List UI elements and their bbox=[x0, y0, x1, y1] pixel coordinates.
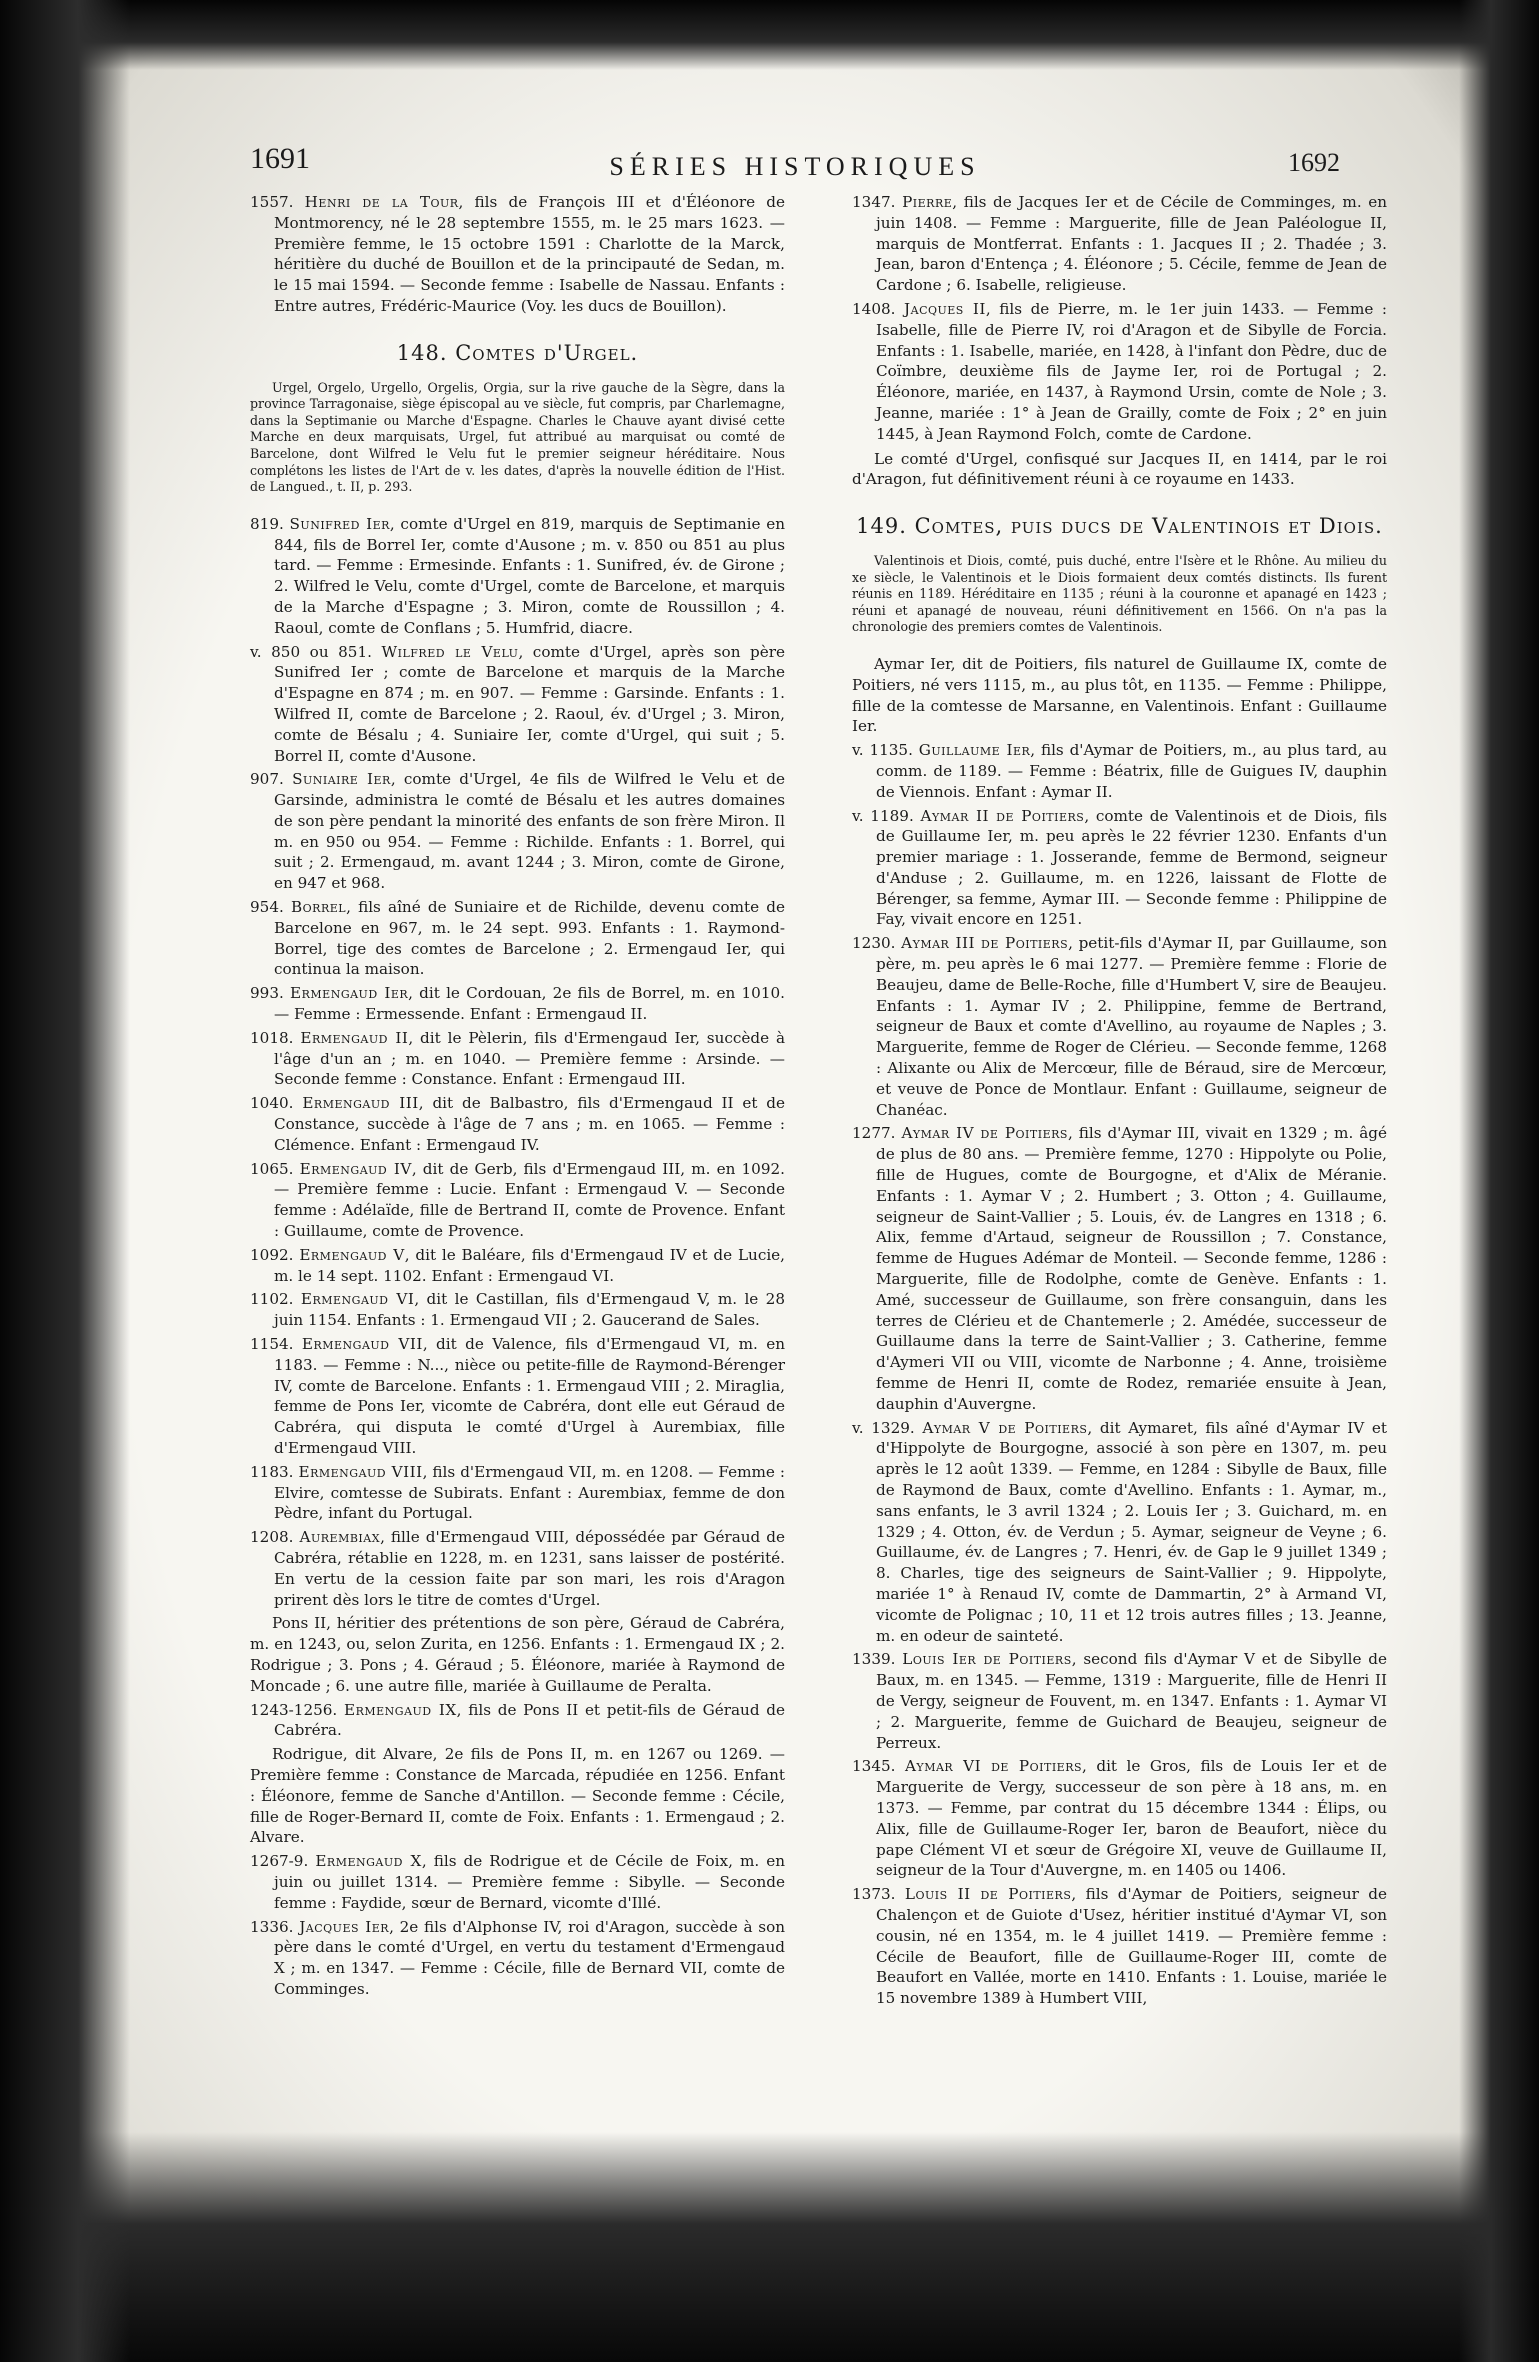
entry-1557: 1557. Henri de la Tour, fils de François III et d'Éléonore de Montmorency, né le 28 septembre 1555, m. le 25 mars 1623. — Première femme, le 15 octobre 1591 : Charlotte de la Marck, héritière du duché de Bouillon et de la principauté de Sedan, m. le 15 mai 1594. — Seconde femme : Isabelle de Nassau. Enfants : Entre autres, Frédéric-Maurice (Voy. les ducs de Bouillon). bbox=[250, 193, 786, 315]
entry-1183: 1183. Ermengaud VIII, fils d'Ermengaud VII, m. en 1208. — Femme : Elvire, comtesse de Subirats. Enfant : Aurembiax, femme de don Pèdre, infant du Portugal. bbox=[250, 1462, 786, 1523]
page-number-left: 1691 bbox=[250, 142, 310, 175]
entry-954: 954. Borrel, fils aîné de Suniaire et de Richilde, devenu comte de Barcelone en 967, m. le 24 sept. 993. Enfants : 1. Raymond-Borrel, tige des comtes de Barcelone ; 2. Ermengaud Ier, qui continua la maison. bbox=[250, 898, 786, 979]
entry-1339: 1339. Louis Ier de Poitiers, second fils d'Aymar V et de Sibylle de Baux, m. en 1345. — Femme, 1319 : Marguerite, fille de Henri II de Vergy, seigneur de Fouvent, m. en 1347. Enfants : 1. Aymar VI ; 2. Marguerite, femme de Guichard de Beaujeu, seigneur de Perreux. bbox=[852, 1650, 1387, 1752]
entry-pons-ii: Pons II, héritier des prétentions de son père, Géraud de Cabréra, m. en 1243, ou, selon Zurita, en 1256. Enfants : 1. Ermengaud IX ; 2. Rodrigue ; 3. Pons ; 4. Géraud ; 5. Éléonore, mariée à Raymond de Moncade ; 6. une autre fille, mariée à Guillaume de Peralta. bbox=[250, 1614, 785, 1695]
entry-v1329: v. 1329. Aymar V de Poitiers, dit Aymaret, fils aîné d'Aymar IV et d'Hippolyte de Bourgogne, associé à son père en 1307, m. peu après le 12 août 1339. — Femme, en 1284 : Sibylle de Baux, fille de Raymond de Baux, comte d'Avellino. Enfants : 1. Aymar, m., sans enfants, le 3 avril 1324 ; 2. Louis Ier ; 3. Guichard, m. en 1329 ; 4. Otton, év. de Verdun ; 5. Aymar, seigneur de Veyne ; 6. Guillaume, év. de Langres ; 7. Henri, év. de Gap le 9 juillet 1349 ; 8. Charles, tige des seigneurs de Saint-Vallier ; 9. Hippolyte, mariée 1° à Renaud IV, comte de Dammartin, 2° à Armand VI, vicomte de Polignac ; 10, 11 et 12 trois autres filles ; 13. Jeanne, m. en odeur de sainteté. bbox=[852, 1418, 1388, 1645]
entry-1267: 1267-9. Ermengaud X, fils de Rodrigue et de Cécile de Foix, m. en juin ou juillet 1314. — Première femme : Sibylle. — Seconde femme : Faydide, sœur de Bernard, vicomte d'Illé. bbox=[250, 1852, 786, 1912]
entry-1154: 1154. Ermengaud VII, dit de Valence, fils d'Ermengaud VI, m. en 1183. — Femme : N..., nièce ou petite-fille de Raymond-Bérenger IV, comte de Barcelone. Enfants : 1. Ermengaud VIII ; 2. Miraglia, femme de Pons Ier, vicomte de Cabréra, dont elle eut Géraud de Cabréra, qui disputa le comté d'Urgel à Aurembiax, fille d'Ermengaud VIII. bbox=[250, 1335, 786, 1457]
right-column bbox=[852, 192, 1387, 2012]
entry-1277: 1277. Aymar IV de Poitiers, fils d'Aymar III, vivait en 1329 ; m. âgé de plus de 80 ans. — Première femme, 1270 : Hippolyte ou Polie, fille de Hugues, comte de Bourgogne, et d'Alix de Méranie. Enfants : 1. Aymar V ; 2. Humbert ; 3. Otton ; 4. Guillaume, seigneur de Saint-Vallier ; 5. Louis, év. de Langres en 1318 ; 6. Alix, femme d'Artaud, seigneur de Roussillon ; 7. Constance, femme de Hugues Adémar de Monteil. — Seconde femme, 1286 : Marguerite, fille de Rodolphe, comte de Genève. Enfants : 1. Amé, successeur de Guillaume, son frère consanguin, dans les terres de Clérieu et de Chantemerle ; 2. Amédée, successeur de Guillaume dans la terre de Saint-Vallier ; 3. Catherine, femme d'Aymeri VII ou VIII, vicomte de Narbonne ; 4. Anne, troisième femme de Henri II, comte de Rodez, remariée ensuite à Jean, dauphin d'Auvergne. bbox=[852, 1124, 1388, 1413]
scan-border-top bbox=[0, 0, 1539, 70]
entry-819: 819. Sunifred Ier, comte d'Urgel en 819, marquis de Septimanie en 844, fils de Borrel Ier, comte d'Ausone ; m. v. 850 ou 851 au plus tard. — Femme : Ermesinde. Enfants : 1. Sunifred, év. de Girone ; 2. Wilfred le Velu, comte d'Urgel, comte de Barcelone, et marquis de la Marche d'Espagne ; 3. Miron, comte de Roussillon ; 4. Raoul, comte de Conflans ; 5. Humfrid, diacre. bbox=[250, 514, 785, 637]
entry-1408: 1408. Jacques II, fils de Pierre, m. le 1er juin 1433. — Femme : Isabelle, fille de Pierre IV, roi d'Aragon et de Sibylle de Forcia. Enfants : 1. Isabelle, mariée, en 1428, à l'infant don Pèdre, duc de Coïmbre, deuxième fils de Jayme Ier, roi de Portugal ; 2. Éléonore, mariée, en 1437, à Raymond Ursin, comte de Nole ; 3. Jeanne, mariée : 1° à Jean de Grailly, comte de Foix ; 2° en juin 1445, à Jean Raymond Folch, comte de Cardone. bbox=[852, 299, 1387, 443]
entry-907: 907. Suniaire Ier, comte d'Urgel, 4e fils de Wilfred le Velu et de Garsinde, administra le comté de Bésalu et les autres domaines de son père pendant la minorité des enfants de son frère Miron. Il m. en 950 ou 954. — Femme : Richilde. Enfants : 1. Borrel, qui suit ; 2. Ermengaud, m. avant 1244 ; 3. Miron, comte de Girone, en 947 et 968. bbox=[250, 770, 785, 893]
section-title-148: 148. Comtes d'Urgel. bbox=[396, 340, 639, 365]
entry-850: v. 850 ou 851. Wilfred le Velu, comte d'Urgel, après son père Sunifred Ier ; comte de Barcelone et marquis de la Marche d'Espagne en 874 ; m. en 907. — Femme : Garsinde. Enfants : 1. Wilfred II, comte de Barcelone ; 2. Raoul, év. d'Urgel ; 3. Miron, comte de Bésalu ; 4. Suniaire Ier, comte d'Urgel, qui suit ; 5. Borrel II, comte d'Ausone. bbox=[250, 642, 785, 765]
scan-border-bottom bbox=[0, 2132, 1539, 2362]
entry-1243: 1243-1256. Ermengaud IX, fils de Pons II et petit-fils de Géraud de Cabréra. bbox=[250, 1700, 785, 1740]
section-title-149: 149. Comtes, puis ducs de Valentinois et Diois. bbox=[856, 514, 1383, 539]
running-title: SÉRIES HISTORIQUES bbox=[609, 152, 981, 181]
running-head bbox=[250, 142, 1340, 182]
section-intro-148: Urgel, Orgelo, Urgello, Orgelis, Orgia, sur la rive gauche de la Sègre, dans la province Tarragonaise, siège épiscopal au ve siècle, fut compris, par Charlemagne, dans la Septimanie ou Marche d'Espagne. Charles le Chauve ayant divisé cette Marche en deux marquisats, Urgel, fut attribué au marquisat ou comté de Barcelone, dont Wilfred le Velu fut le premier seigneur héréditaire. Nous complétons les listes de l'Art de v. les dates, d'après la nouvelle édition de l'Hist. de Langued., t. II, p. 293. bbox=[250, 379, 785, 495]
entry-v1135: v. 1135. Guillaume Ier, fils d'Aymar de Poitiers, m., au plus tard, au comm. de 1189. — Femme : Béatrix, fille de Guigues IV, dauphin de Viennois. Enfant : Aymar II. bbox=[852, 741, 1387, 801]
entry-1208: 1208. Aurembiax, fille d'Ermengaud VIII, dépossédée par Géraud de Cabréra, rétablie en 1228, m. en 1231, sans laisser de postérité. En vertu de la cession faite par son mari, les rois d'Aragon prirent dès lors le titre de comtes d'Urgel. bbox=[250, 1528, 786, 1609]
urgel-closing-note: Le comté d'Urgel, confisqué sur Jacques II, en 1414, par le roi d'Aragon, fut définitivement réuni à ce royaume en 1433. bbox=[852, 449, 1387, 489]
scan-border-left bbox=[0, 0, 130, 2362]
entry-1018: 1018. Ermengaud II, dit le Pèlerin, fils d'Ermengaud Ier, succède à l'âge d'un an ; m. en 1040. — Première femme : Arsinde. — Seconde femme : Constance. Enfant : Ermengaud III. bbox=[250, 1028, 785, 1089]
entry-1373: 1373. Louis II de Poitiers, fils d'Aymar de Poitiers, seigneur de Chalençon et de Guiote d'Usez, héritier institué d'Aymar VI, son cousin, né en 1354, m. le 4 juillet 1419. — Première femme : Cécile de Beaufort, fille de Guillaume-Roger III, comte de Beaufort en Vallée, morte en 1410. Enfants : 1. Louise, mariée le 15 novembre 1389 à Humbert VIII, bbox=[852, 1885, 1388, 2008]
entry-1065: 1065. Ermengaud IV, dit de Gerb, fils d'Ermengaud III, m. en 1092. — Première femme : Lucie. Enfant : Ermengaud V. — Seconde femme : Adélaïde, fille de Bertrand II, comte de Provence. Enfant : Guillaume, comte de Provence. bbox=[250, 1159, 785, 1241]
entry-1345: 1345. Aymar VI de Poitiers, dit le Gros, fils de Louis Ier et de Marguerite de Vergy, successeur de son père à 18 ans, m. en 1373. — Femme, par contrat du 15 décembre 1344 : Élips, ou Alix, fille de Guillaume-Roger Ier, baron de Beaufort, nièce du pape Clément VI et sœur de Grégoire XI, veuve de Guillaume II, seigneur de la Tour d'Auvergne, m. en 1405 ou 1406. bbox=[852, 1757, 1388, 1880]
entry-1347: 1347. Pierre, fils de Jacques Ier et de Cécile de Comminges, m. en juin 1408. — Femme : Marguerite, fille de Jean Paléologue II, marquis de Montferrat. Enfants : 1. Jacques II ; 2. Thadée ; 3. Jean, baron d'Entença ; 4. Éléonore ; 5. Cécile, femme de Jean de Cardone ; 6. Isabelle, religieuse. bbox=[852, 193, 1388, 295]
entry-1102: 1102. Ermengaud VI, dit le Castillan, fils d'Ermengaud V, m. le 28 juin 1154. Enfants : 1. Ermengaud VII ; 2. Gaucerand de Sales. bbox=[250, 1290, 785, 1330]
entry-1092: 1092. Ermengaud V, dit le Baléare, fils d'Ermengaud IV et de Lucie, m. le 14 sept. 1102. Enfant : Ermengaud VI. bbox=[250, 1245, 785, 1285]
entry-1336: 1336. Jacques Ier, 2e fils d'Alphonse IV, roi d'Aragon, succède à son père dans le comté d'Urgel, en vertu du testament d'Ermengaud X ; m. en 1347. — Femme : Cécile, fille de Bernard VII, comte de Comminges. bbox=[250, 1917, 785, 1998]
left-column bbox=[250, 192, 785, 2003]
entry-rodrigue: Rodrigue, dit Alvare, 2e fils de Pons II, m. en 1267 ou 1269. — Première femme : Constance de Marcada, répudiée en 1256. Enfant : Éléonore, femme de Sanche d'Antillon. — Seconde femme : Cécile, fille de Roger-Bernard II, comte de Foix. Enfants : 1. Ermengaud ; 2. Alvare. bbox=[250, 1745, 785, 1847]
section-intro-149: Valentinois et Diois, comté, puis duché, entre l'Isère et le Rhône. Au milieu du xe siècle, le Valentinois et le Diois formaient deux comtés distincts. Ils furent réunis en 1189. Héréditaire en 1135 ; réuni à la couronne et apanagé en 1423 ; réuni et apanagé de nouveau, réuni définitivement en 1566. On n'a pas la chronologie des premiers comtes de Valentinois. bbox=[852, 552, 1387, 635]
entry-1230: 1230. Aymar III de Poitiers, petit-fils d'Aymar II, par Guillaume, son père, m. peu après le 6 mai 1277. — Première femme : Florie de Beaujeu, dame de Belle-Roche, fille d'Humbert V, sire de Beaujeu. Enfants : 1. Aymar IV ; 2. Philippine, femme de Bertrand, seigneur de Baux et comte d'Avellino, au royaume de Naples ; 3. Marguerite, femme de Roger de Clérieu. — Seconde femme, 1268 : Alixante ou Alix de Mercœur, fille de Béraud, sire de Mercœur, et veuve de Ponce de Montlaur. Enfant : Guillaume, seigneur de Chanéac. bbox=[852, 934, 1388, 1119]
entry-1040: 1040. Ermengaud III, dit de Balbastro, fils d'Ermengaud II et de Constance, succède à l'âge de 7 ans ; m. en 1065. — Femme : Clémence. Enfant : Ermengaud IV. bbox=[250, 1094, 785, 1154]
entry-993: 993. Ermengaud Ier, dit le Cordouan, 2e fils de Borrel, m. en 1010. — Femme : Ermessende. Enfant : Ermengaud II. bbox=[250, 984, 785, 1024]
entry-aymar-i: Aymar Ier, dit de Poitiers, fils naturel de Guillaume IX, comte de Poitiers, né vers 1115, m., au plus tôt, en 1135. — Femme : Philippe, fille de la comtesse de Marsanne, en Valentinois. Enfant : Guillaume Ier. bbox=[852, 654, 1387, 736]
page-number-right: 1692 bbox=[1288, 148, 1340, 177]
entry-v1189: v. 1189. Aymar II de Poitiers, comte de Valentinois et de Diois, fils de Guillaume Ier, m. peu après le 22 février 1230. Enfants d'un premier mariage : 1. Josserande, femme de Bermond, seigneur d'Anduse ; 2. Guillaume, m. en 1226, laissant de Flotte de Bérenger, sa femme, Aymar III. — Seconde femme : Philippine de Fay, vivait encore en 1251. bbox=[852, 806, 1387, 929]
scan-border-right bbox=[1459, 0, 1539, 2362]
